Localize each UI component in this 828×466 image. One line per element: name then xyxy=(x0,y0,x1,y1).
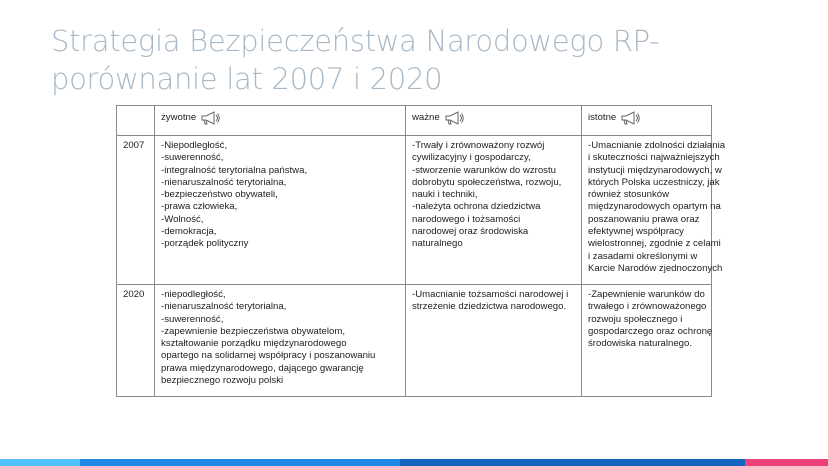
cell-line: -Umacnianie tożsamości narodowej i xyxy=(412,289,569,300)
cell-line: wielostronnej, zgodnie z celami xyxy=(588,238,721,250)
cell-line: bezpiecznego rozwoju polski xyxy=(161,375,284,387)
cell-line: środowiska naturalnego. xyxy=(588,338,692,350)
cell-line: -integralność terytorialna państwa, xyxy=(161,164,308,176)
footer-bar-segment xyxy=(745,459,828,466)
cell-line: -Zapewnienie warunków do xyxy=(588,289,705,300)
slide-title xyxy=(51,22,751,98)
megaphone-icon xyxy=(444,110,466,126)
cell-line: kształtowanie porządku międzynarodowego xyxy=(161,338,347,350)
cell-line: -stworzenie warunków do wzrostu xyxy=(412,164,556,176)
cell-line: efektywnej współpracy xyxy=(588,226,684,238)
year-cell: 2020 xyxy=(117,285,155,397)
cell-line: nauki i techniki, xyxy=(412,189,478,201)
cell-line: -należyta ochrona dziedzictwa xyxy=(412,201,541,213)
cell-line: międzynarodowych opartym na xyxy=(588,201,721,213)
cell-line: i skuteczności najważniejszych xyxy=(588,152,720,164)
cell-line: instytucji międzynarodowych, w xyxy=(588,164,722,176)
cell-wazne xyxy=(406,136,582,285)
cell-line: -porządek polityczny xyxy=(161,238,249,250)
cell-line: cywilizacyjny i gospodarczy, xyxy=(412,152,531,164)
cell-line: -nienaruszalność terytorialna, xyxy=(161,176,287,188)
cell-line: -Wolność, xyxy=(161,213,204,225)
cell-line: -zapewnienie bezpieczeństwa obywatelom, xyxy=(161,325,345,337)
cell-line: Karcie Narodów zjednoczonych xyxy=(588,262,723,274)
cell-wazne xyxy=(406,285,582,397)
footer-color-bar xyxy=(0,459,828,466)
cell-line: gospodarczego oraz ochronę xyxy=(588,325,713,337)
table-row xyxy=(117,136,712,285)
header-label: żywotne xyxy=(161,111,197,123)
cell-istotne xyxy=(582,136,726,285)
cell-line: narodowego i tożsamości xyxy=(412,213,521,225)
header-label: istotne xyxy=(588,111,617,123)
footer-bar-segment xyxy=(80,459,400,466)
cell-line: i zasadami określonymi w xyxy=(588,250,698,262)
footer-bar-segment xyxy=(400,459,745,466)
comparison-table xyxy=(116,105,726,397)
cell-line: -bezpieczeństwo obywateli, xyxy=(161,189,278,201)
cell-line: trwałego i zrównoważonego xyxy=(588,301,707,313)
cell-zywotne xyxy=(155,136,406,285)
cell-istotne xyxy=(582,285,712,397)
cell-zywotne xyxy=(155,285,406,397)
cell-line: -prawa człowieka, xyxy=(161,201,238,213)
cell-line: -demokracja, xyxy=(161,226,217,238)
cell-line: -Trwały i zrównoważony rozwój xyxy=(412,140,545,151)
header-zywotne xyxy=(155,106,406,136)
cell-line: -niepodległość, xyxy=(161,289,226,300)
cell-line: -Niepodległość, xyxy=(161,140,228,151)
title-line-1: Strategia Bezpieczeństwa Narodowego RP- xyxy=(51,24,660,58)
cell-line: dobrobytu społeczeństwa, rozwoju, xyxy=(412,176,562,188)
table-header-row xyxy=(117,106,712,136)
cell-line: poszanowaniu prawa oraz xyxy=(588,213,700,225)
cell-line: -suwerenność, xyxy=(161,313,224,325)
cell-line: strzeżenie dziedzictwa narodowego. xyxy=(412,301,567,313)
header-label: ważne xyxy=(412,111,440,123)
cell-line: -Umacnianie zdolności działania xyxy=(588,140,726,151)
title-line-2: porównanie lat 2007 i 2020 xyxy=(51,62,443,96)
cell-line: rozwoju społecznego i xyxy=(588,313,683,325)
cell-line: -suwerenność, xyxy=(161,152,224,164)
cell-line: których Polska uczestniczy, jak xyxy=(588,176,720,188)
header-istotne xyxy=(582,106,712,136)
cell-line: również stosunków xyxy=(588,189,670,201)
megaphone-icon xyxy=(200,110,222,126)
cell-line: prawa międzynarodowego, dającego gwarancję xyxy=(161,362,364,374)
megaphone-icon xyxy=(620,110,642,126)
header-wazne xyxy=(406,106,582,136)
header-year-cell xyxy=(117,106,155,136)
table-row xyxy=(117,285,712,397)
cell-line: -nienaruszalność terytorialna, xyxy=(161,301,287,313)
footer-bar-segment xyxy=(0,459,80,466)
year-cell: 2007 xyxy=(117,136,155,285)
cell-line: narodowej oraz środowiska xyxy=(412,226,529,238)
cell-line: opartego na solidarnej współpracy i poszanowaniu xyxy=(161,350,376,362)
cell-line: naturalnego xyxy=(412,238,463,250)
